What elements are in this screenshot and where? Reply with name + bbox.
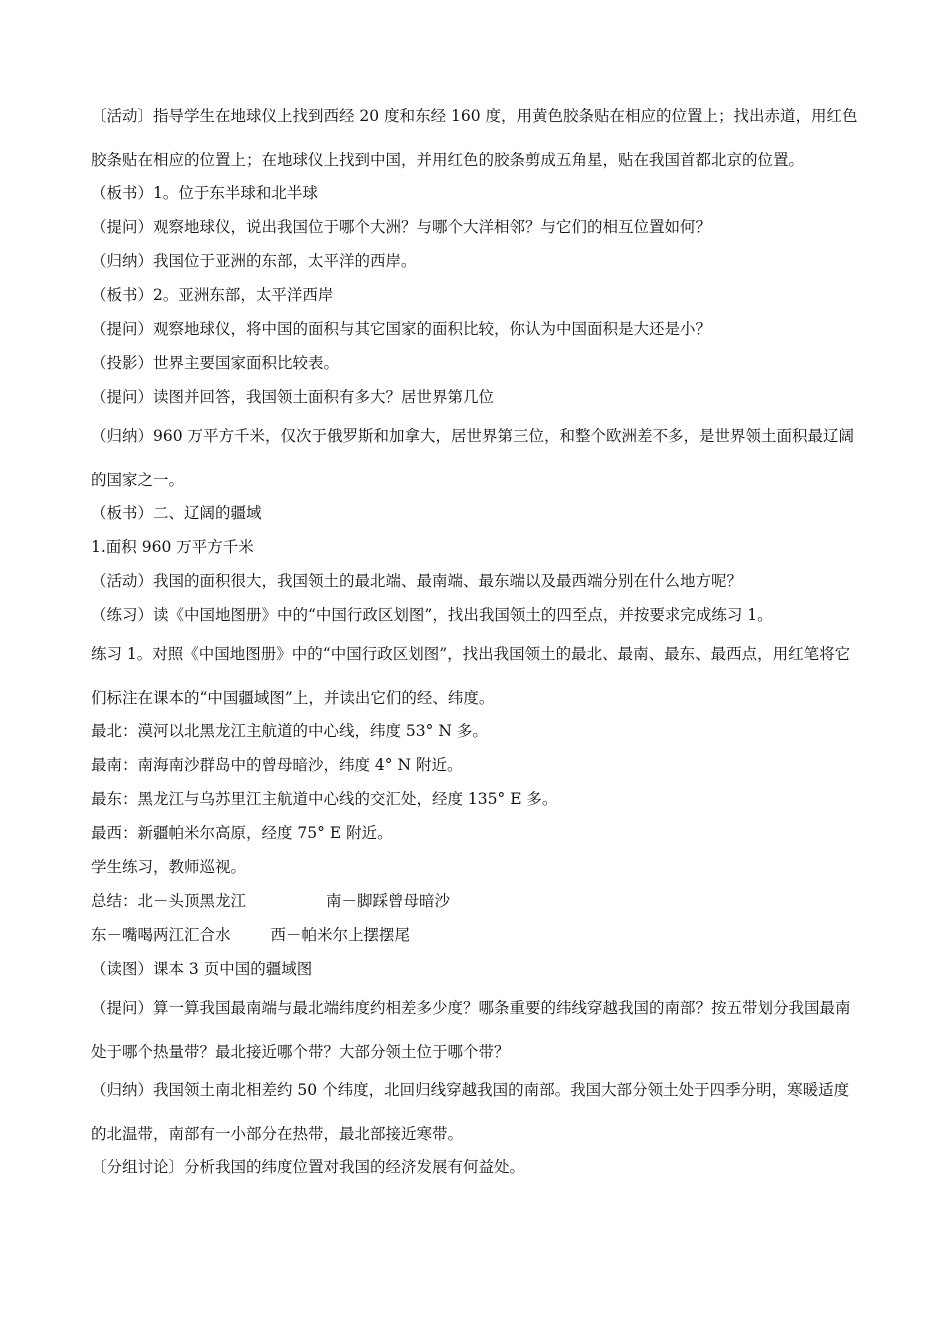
paragraph-question-2: （提问）观察地球仪，将中国的面积与其它国家的面积比较，你认为中国面积是大还是小？ (91, 320, 712, 338)
document-body (91, 94, 861, 1184)
paragraph-question-1: （提问）观察地球仪，说出我国位于哪个大洲？与哪个大洋相邻？与它们的相互位置如何？ (91, 218, 712, 236)
paragraph-westmost: 最西：新疆帕米尔高原，经度 75° E 附近。 (91, 824, 393, 842)
summary-line-1 (91, 884, 861, 918)
paragraph-activity-globe: 〔活动〕指导学生在地球仪上找到西经 20 度和东经 160 度，用黄色胶条贴在相应的位置上；找出赤道，用红色胶条贴在相应的位置上；在地球仪上找到中国，并用红色的胶条剪成五角星，贴在我国首都北京的位置。 (91, 107, 858, 169)
paragraph-group-discussion: 〔分组讨论〕分析我国的纬度位置对我国的经济发展有何益处。 (91, 1158, 526, 1176)
paragraph-board-2: （板书）2。亚洲东部，太平洋西岸 (91, 286, 334, 304)
paragraph-question-3: （提问）读图并回答，我国领土面积有多大？居世界第几位 (91, 388, 495, 406)
summary-north: 总结：北－头顶黑龙江 (91, 892, 247, 910)
paragraph-southmost: 最南：南海南沙群岛中的曾母暗沙，纬度 4° N 附近。 (91, 756, 463, 774)
summary-west: 西－帕米尔上摆摆尾 (270, 926, 411, 944)
paragraph-summary-3: （归纳）我国领土南北相差约 50 个纬度，北回归线穿越我国的南部。我国大部分领土处于四季分明，寒暖适度的北温带，南部有一小部分在热带，最北部接近寒带。 (91, 1081, 850, 1143)
paragraph-activity-2: （活动）我国的面积很大，我国领土的最北端、最南端、最东端以及最西端分别在什么地方呢？ (91, 572, 743, 590)
paragraph-read-map: （读图）课本 3 页中国的疆域图 (91, 960, 313, 978)
paragraph-exercise: （练习）读《中国地图册》中的“中国行政区划图”，找出我国领土的四至点，并按要求完成练习 1。 (91, 606, 773, 624)
paragraph-board-3: （板书）二、辽阔的疆域 (91, 504, 262, 522)
paragraph-student-practice: 学生练习，教师巡视。 (91, 858, 247, 876)
paragraph-summary-1: （归纳）我国位于亚洲的东部，太平洋的西岸。 (91, 252, 417, 270)
summary-line-2 (91, 918, 861, 952)
paragraph-board-1: （板书）1。位于东半球和北半球 (91, 184, 318, 202)
paragraph-question-4: （提问）算一算我国最南端与最北端纬度约相差多少度？哪条重要的纬线穿越我国的南部？按五带划分我国最南处于哪个热量带？最北接近哪个带？大部分领土位于哪个带？ (91, 999, 851, 1061)
summary-south: 南－脚踩曾母暗沙 (326, 892, 451, 910)
paragraph-summary-2: （归纳）960 万平方千米，仅次于俄罗斯和加拿大，居世界第三位，和整个欧洲差不多，是世界领土面积最辽阔的国家之一。 (91, 427, 855, 489)
paragraph-projection: （投影）世界主要国家面积比较表。 (91, 354, 340, 372)
paragraph-area: 1.面积 960 万平方千米 (91, 538, 254, 556)
paragraph-eastmost: 最东：黑龙江与乌苏里江主航道中心线的交汇处，经度 135° E 多。 (91, 790, 558, 808)
paragraph-exercise-1: 练习 1。对照《中国地图册》中的“中国行政区划图”，找出我国领土的最北、最南、最东、最西点，用红笔将它们标注在课本的“中国疆域图”上，并读出它们的经、纬度。 (91, 645, 851, 707)
paragraph-northmost: 最北：漠河以北黑龙江主航道的中心线，纬度 53° N 多。 (91, 722, 488, 740)
summary-east: 东－嘴喝两江汇合水 (91, 926, 231, 944)
